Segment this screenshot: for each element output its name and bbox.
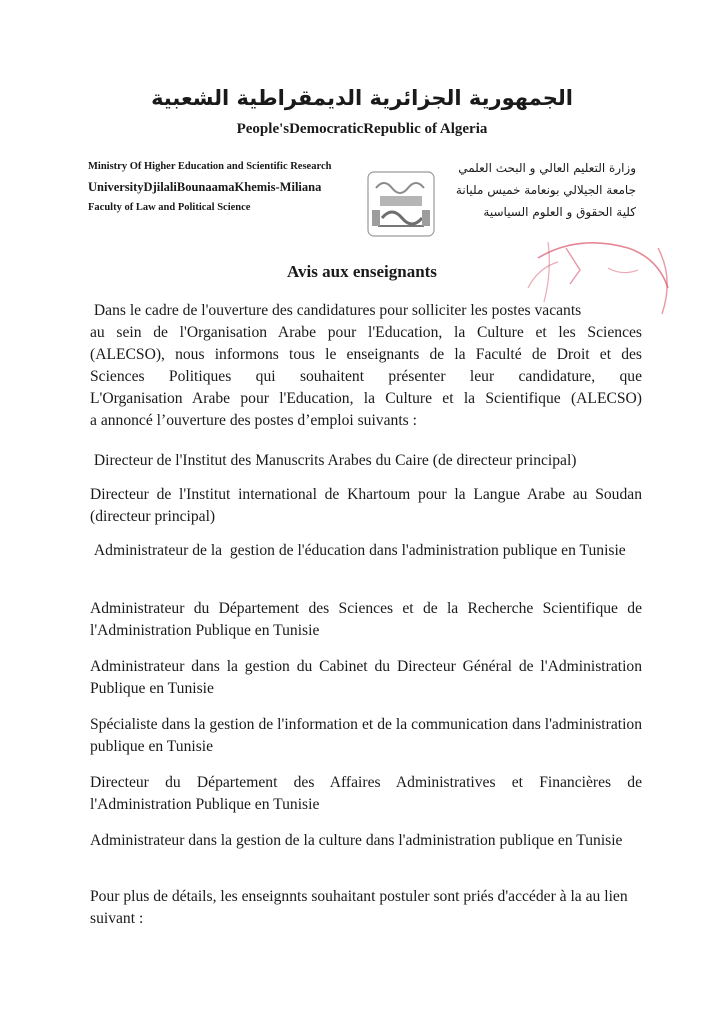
position-item: Administrateur dans la gestion du Cabinet du Directeur Général de l'Administration Publique en Tunisie [90, 658, 642, 697]
position-item: Administrateur de la gestion de l'éducation dans l'administration publique en Tunisie [90, 542, 626, 559]
faculty-label: Faculty of Law and Political Science [88, 202, 251, 213]
intro-line: au sein de l'Organisation Arabe pour l'Education, la Culture et les Sciences [90, 324, 642, 341]
university-arabic-label: جامعة الجيلالي بونعامة خميس مليانة [455, 183, 636, 197]
position-item: Directeur de l'Institut international de Khartoum pour la Langue Arabe au Soudan (directeur principal) [90, 486, 642, 525]
faculty-arabic-label: كلية الحقوق و العلوم السياسية [483, 205, 636, 219]
intro-line: L'Organisation Arabe pour l'Education, la Culture et la Scientifique (ALECSO) [90, 390, 642, 407]
intro-line: a annoncé l’ouverture des postes d’emploi suivants : [90, 412, 417, 429]
right-header-block [416, 158, 636, 224]
position-item: Administrateur dans la gestion de la culture dans l'administration publique en Tunisie [90, 832, 623, 849]
intro-line: Dans le cadre de l'ouverture des candidatures pour solliciter les postes vacants [90, 302, 582, 319]
ministry-label: Ministry Of Higher Education and Scientific Research [88, 161, 332, 172]
left-header-block [88, 160, 388, 215]
english-republic-title: People'sDemocraticRepublic of Algeria [236, 121, 488, 137]
intro-line: Sciences Politiques qui souhaitent présenter leur candidature, que [90, 368, 642, 385]
position-item: Spécialiste dans la gestion de l'information et de la communication dans l'administration publique en Tunisie [90, 716, 642, 755]
university-label: UniversityDjilaliBounaamaKhemis-Miliana [88, 180, 322, 194]
intro-paragraph [90, 300, 642, 432]
position-item: Directeur du Département des Affaires Administratives et Financières de l'Administration Publique en Tunisie [90, 774, 642, 813]
footer-paragraph: Pour plus de détails, les enseignnts souhaitant postuler sont priés d'accéder à la au lien suivant : [90, 888, 628, 927]
notice-title: Avis aux enseignants [287, 262, 437, 281]
position-item: Directeur de l'Institut des Manuscrits Arabes du Caire (de directeur principal) [90, 452, 577, 469]
arabic-republic-title: الجمهورية الجزائرية الديمقراطية الشعبية [151, 86, 573, 110]
intro-line: (ALECSO), nous informons tous le enseignants de la Faculté de Droit et des [90, 346, 642, 363]
ministry-arabic-label: وزارة التعليم العالي و البحث العلمي [458, 161, 636, 175]
position-item: Administrateur du Département des Sciences et de la Recherche Scientifique de l'Administration Publique en Tunisie [90, 600, 642, 639]
